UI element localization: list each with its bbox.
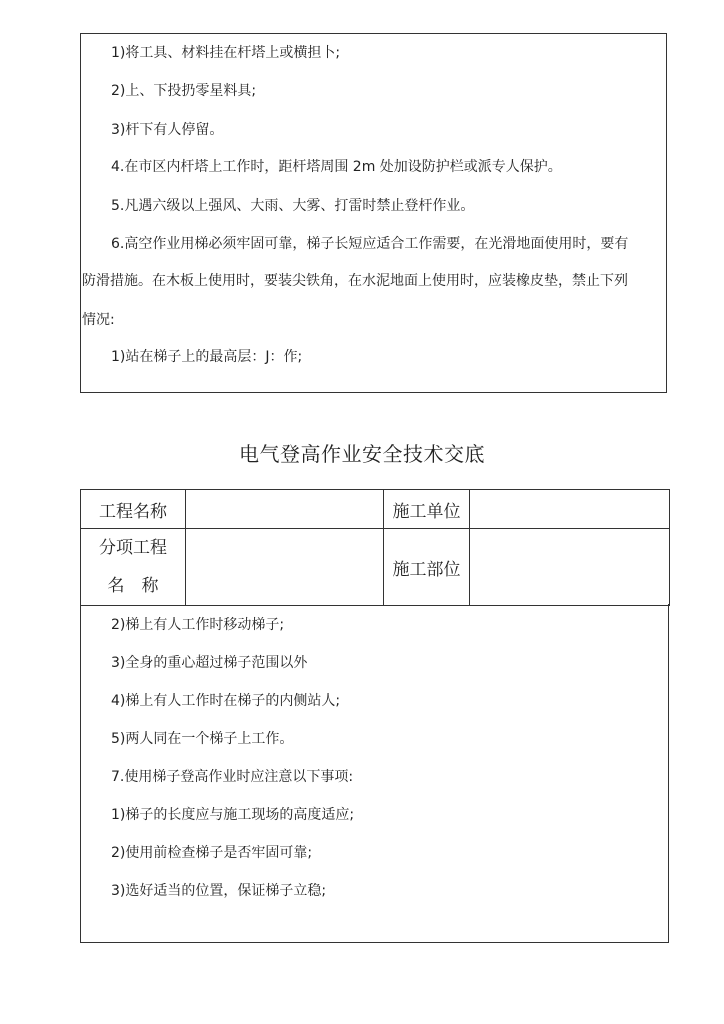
text-line: 4)梯上有人工作时在梯子的内侧站人; <box>111 693 341 709</box>
text-line: 3)杆下有人停留。 <box>111 122 224 138</box>
text-line: 2)使用前检查梯子是否牢固可靠; <box>111 845 313 861</box>
text-line: 1)梯子的长度应与施工现场的高度适应; <box>111 807 355 823</box>
construction-unit-label: 施工单位 <box>384 490 470 529</box>
text-line: 1)将工具、材料挂在杆塔上或横担卜; <box>111 45 341 61</box>
text-line: 4.在市区内杆塔上工作时，距杆塔周围 2m 处加设防护栏或派专人保护。 <box>111 159 562 175</box>
text-line: 2)梯上有人工作时移动梯子; <box>111 617 285 633</box>
construction-unit-value <box>470 490 670 529</box>
text-line: 情况: <box>82 312 115 328</box>
text-line: 6.高空作业用梯必须牢固可靠，梯子长短应适合工作需要，在光滑地面使用时，要有 <box>111 236 629 252</box>
sub-project-label-line2: 名 称 <box>107 576 159 596</box>
project-name-label: 工程名称 <box>81 490 186 529</box>
text-line: 5)两人同在一个梯子上工作。 <box>111 731 294 747</box>
project-name-value <box>186 490 384 529</box>
sub-project-label-line1: 分项工程 <box>99 538 167 558</box>
text-line: 3)选好适当的位置，保证梯子立稳; <box>111 883 327 899</box>
text-line: 2)上、下投扔零星料具; <box>111 83 257 99</box>
construction-part-label: 施工部位 <box>384 529 470 606</box>
text-line: 5.凡遇六级以上强风、大雨、大雾、打雷时禁止登杆作业。 <box>111 198 475 214</box>
page-title: 电气登高作业安全技术交底 <box>239 442 485 466</box>
construction-part-value <box>470 529 670 606</box>
text-line: 7.使用梯子登高作业时应注意以下事项: <box>111 769 354 785</box>
header-table <box>80 489 670 606</box>
sub-project-value <box>186 529 384 606</box>
text-line: 1)站在梯子上的最高层：J：作; <box>111 349 303 365</box>
text-line: 防滑措施。在木板上使用时，要装尖铁角，在水泥地面上使用时，应装橡皮垫，禁止下列 <box>82 273 628 289</box>
sub-project-label <box>81 529 186 606</box>
text-line: 3)全身的重心超过梯子范围以外 <box>111 655 308 671</box>
